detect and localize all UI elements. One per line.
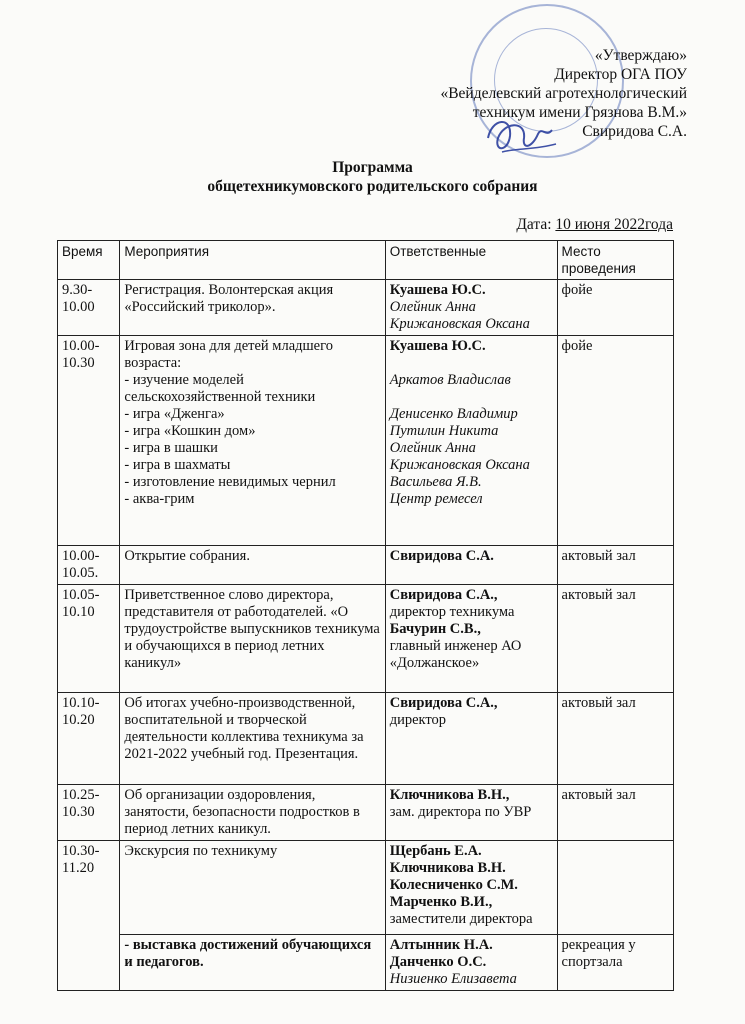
table-header-row — [58, 241, 674, 280]
cell-responsible — [385, 935, 557, 991]
cell-responsible — [385, 841, 557, 935]
cell-place: рекреация у спортзала — [557, 935, 673, 991]
cell-event: Об итогах учебно-производственной, воспитательной и творческой деятельности коллектива техникума за 2021-2022 учебный год. Презентация. — [120, 693, 385, 785]
cell-place: фойе — [557, 336, 673, 546]
responsible-name: Куашева Ю.С. — [389, 338, 486, 354]
responsible-name: Олейник Анна — [389, 299, 476, 315]
meeting-date — [516, 216, 673, 234]
approval-block — [440, 46, 687, 141]
responsible-name: Куашева Ю.С. — [389, 282, 486, 298]
cell-time: 9.30- 10.00 — [58, 280, 120, 336]
cell-place — [557, 841, 673, 935]
responsible-name: Свиридова С.А., — [389, 587, 498, 603]
responsible-name: Олейник Анна — [389, 440, 476, 456]
responsible-name: Бачурин С.В., — [389, 621, 481, 637]
cell-time — [58, 336, 120, 546]
cell-event: Об организации оздоровления, занятости, безопасности подростков в период летних каникул. — [120, 785, 385, 841]
cell-event: Приветственное слово директора, представителя от работодателей. «О трудоустройстве выпускников техникума и обучающихся в период летних каникул» — [120, 585, 385, 693]
approve-line: «Утверждаю» — [594, 47, 687, 64]
approve-line: Директор ОГА ПОУ — [554, 66, 687, 83]
time-text: 10.05- 10.10 — [62, 587, 100, 620]
cell-responsible — [385, 546, 557, 585]
responsible-name: Марченко В.И., — [389, 894, 493, 910]
responsible-name: Ключникова В.Н., — [389, 787, 510, 803]
cell-place: актовый зал — [557, 585, 673, 693]
header-responsible: Ответственные — [385, 241, 557, 280]
header-time: Время — [58, 241, 120, 280]
table-row — [58, 585, 674, 693]
approve-line: Свиридова С.А. — [582, 123, 687, 140]
approve-line: техникум имени Грязнова В.М.» — [472, 104, 687, 121]
time-text: 10.30- 11.20 — [62, 843, 100, 876]
responsible-name: Щербань Е.А. — [389, 843, 482, 859]
cell-responsible — [385, 585, 557, 693]
responsible-name: Ключникова В.Н. — [389, 860, 506, 876]
cell-event: Регистрация. Волонтерская акция «Российский триколор». — [120, 280, 385, 336]
responsible-position: зам. директора по УВР — [389, 804, 532, 820]
event-text: - выставка достижений обучающихся и педагогов. — [124, 937, 372, 970]
responsible-name: Путилин Никита — [389, 423, 499, 439]
table-row — [58, 841, 674, 935]
time-text: 10.00- 10.30 — [62, 338, 100, 371]
cell-place: актовый зал — [557, 785, 673, 841]
program-table — [57, 240, 674, 991]
cell-event — [120, 336, 385, 546]
cell-responsible — [385, 280, 557, 336]
table-row — [58, 280, 674, 336]
responsible-name: Крижановская Оксана — [389, 316, 530, 332]
event-text: Игровая зона для детей младшего возраста: - изучение моделей сельскохозяйственной техники - игра «Дженга» - игра «Кошкин дом» - игра в шашки - игра в шахматы - изготовление невидимых чернил - аква-грим — [124, 338, 336, 507]
cell-place: фойе — [557, 280, 673, 336]
title-line: Программа — [332, 159, 413, 176]
responsible-name: Крижановская Оксана — [389, 457, 530, 473]
cell-event: Открытие собрания. — [120, 546, 385, 585]
header-place: Место проведения — [557, 241, 673, 280]
responsible-position: главный инженер АО «Должанское» — [389, 638, 522, 671]
table-row — [58, 546, 674, 585]
cell-event: Экскурсия по техникуму — [120, 841, 385, 935]
cell-responsible — [385, 693, 557, 785]
responsible-name: Данченко О.С. — [389, 954, 487, 970]
date-label: Дата: — [516, 216, 556, 233]
cell-event — [120, 935, 385, 991]
date-value: 10 июня 2022года — [555, 216, 673, 233]
table-row — [58, 785, 674, 841]
approve-line: «Вейделевский агротехнологический — [440, 85, 687, 102]
responsible-name: Центр ремесел — [389, 491, 483, 507]
cell-time — [58, 693, 120, 785]
responsible-position: директор техникума — [389, 604, 515, 620]
responsible-position: заместители директора — [389, 911, 533, 927]
table-row — [58, 336, 674, 546]
cell-responsible — [385, 336, 557, 546]
responsible-name: Алтынник Н.А. — [389, 937, 493, 953]
cell-time — [58, 546, 120, 585]
responsible-name: Васильева Я.В. — [389, 474, 482, 490]
responsible-name: Денисенко Владимир — [389, 406, 518, 422]
cell-time — [58, 841, 120, 991]
responsible-name: Аркатов Владислав — [389, 372, 511, 388]
time-text: 10.10- 10.20 — [62, 695, 100, 728]
responsible-name: Низиенко Елизавета — [389, 971, 517, 987]
document-title — [0, 158, 745, 196]
time-text: 10.00- 10.05. — [62, 548, 100, 581]
title-line: общетехникумовского родительского собрания — [207, 178, 538, 195]
cell-time — [58, 785, 120, 841]
cell-responsible — [385, 785, 557, 841]
table-row — [58, 935, 674, 991]
responsible-name: Колесниченко С.М. — [389, 877, 518, 893]
table-row — [58, 693, 674, 785]
time-text: 10.25- 10.30 — [62, 787, 100, 820]
responsible-name: Свиридова С.А., — [389, 695, 498, 711]
cell-time — [58, 585, 120, 693]
cell-place: актовый зал — [557, 693, 673, 785]
responsible-position: директор — [389, 712, 447, 728]
cell-place: актовый зал — [557, 546, 673, 585]
header-event: Мероприятия — [120, 241, 385, 280]
responsible-name: Свиридова С.А. — [389, 548, 494, 564]
